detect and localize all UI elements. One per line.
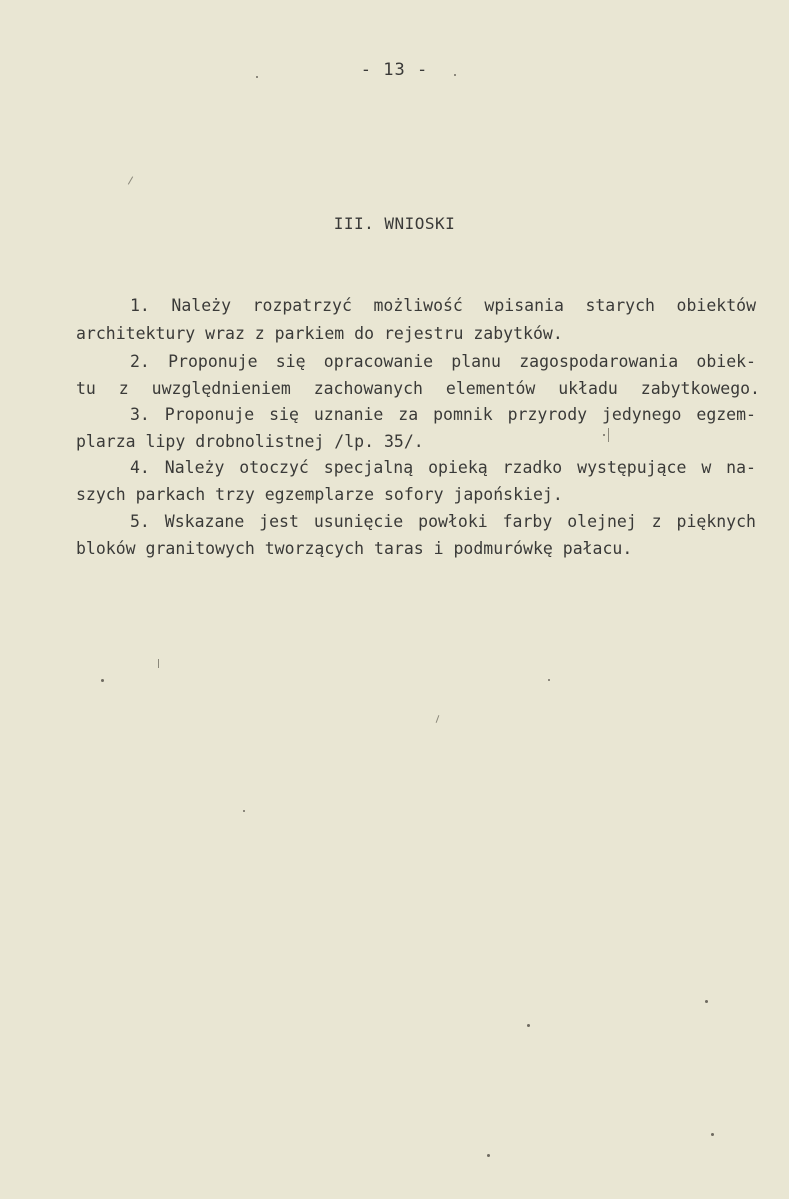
item-3-line-2: plarza lipy drobnolistnej /lp. 35/. [76,432,424,451]
item-3-line-1: 3. Proponuje się uznanie za pomnik przyrody jedynego egzem- [130,405,756,424]
scan-speck [256,76,258,78]
item-2-line-2: tu z uwzględnieniem zachowanych elementów układu zabytkowego. [76,379,760,398]
item-5-line-1: 5. Wskazane jest usunięcie powłoki farby olejnej z pięknych [130,512,756,531]
scan-speck [527,1024,530,1027]
scan-speck [548,679,550,681]
item-4-line-2: szych parkach trzy egzemplarze sofory japońskiej. [76,485,563,504]
scan-speck [603,434,605,436]
scan-speck [705,1000,708,1003]
item-2-line-1: 2. Proponuje się opracowanie planu zagospodarowania obiek- [130,352,756,371]
scan-mark [158,659,159,668]
scan-speck [243,810,245,812]
scan-mark [608,428,609,442]
scan-mark [436,715,440,723]
scan-speck [454,74,456,76]
section-heading: III. WNIOSKI [333,214,456,233]
scan-mark [128,176,133,184]
item-1-line-1: 1. Należy rozpatrzyć możliwość wpisania starych obiektów [130,296,756,315]
item-4-line-1: 4. Należy otoczyć specjalną opieką rzadko występujące w na- [130,458,756,477]
scan-speck [487,1154,490,1157]
scan-speck [101,679,104,682]
scan-speck [711,1133,714,1136]
item-1-line-2: architektury wraz z parkiem do rejestru zabytków. [76,324,563,343]
item-5-line-2: bloków granitowych tworzących taras i podmurówkę pałacu. [76,539,633,558]
page-number: - 13 - [360,60,429,80]
